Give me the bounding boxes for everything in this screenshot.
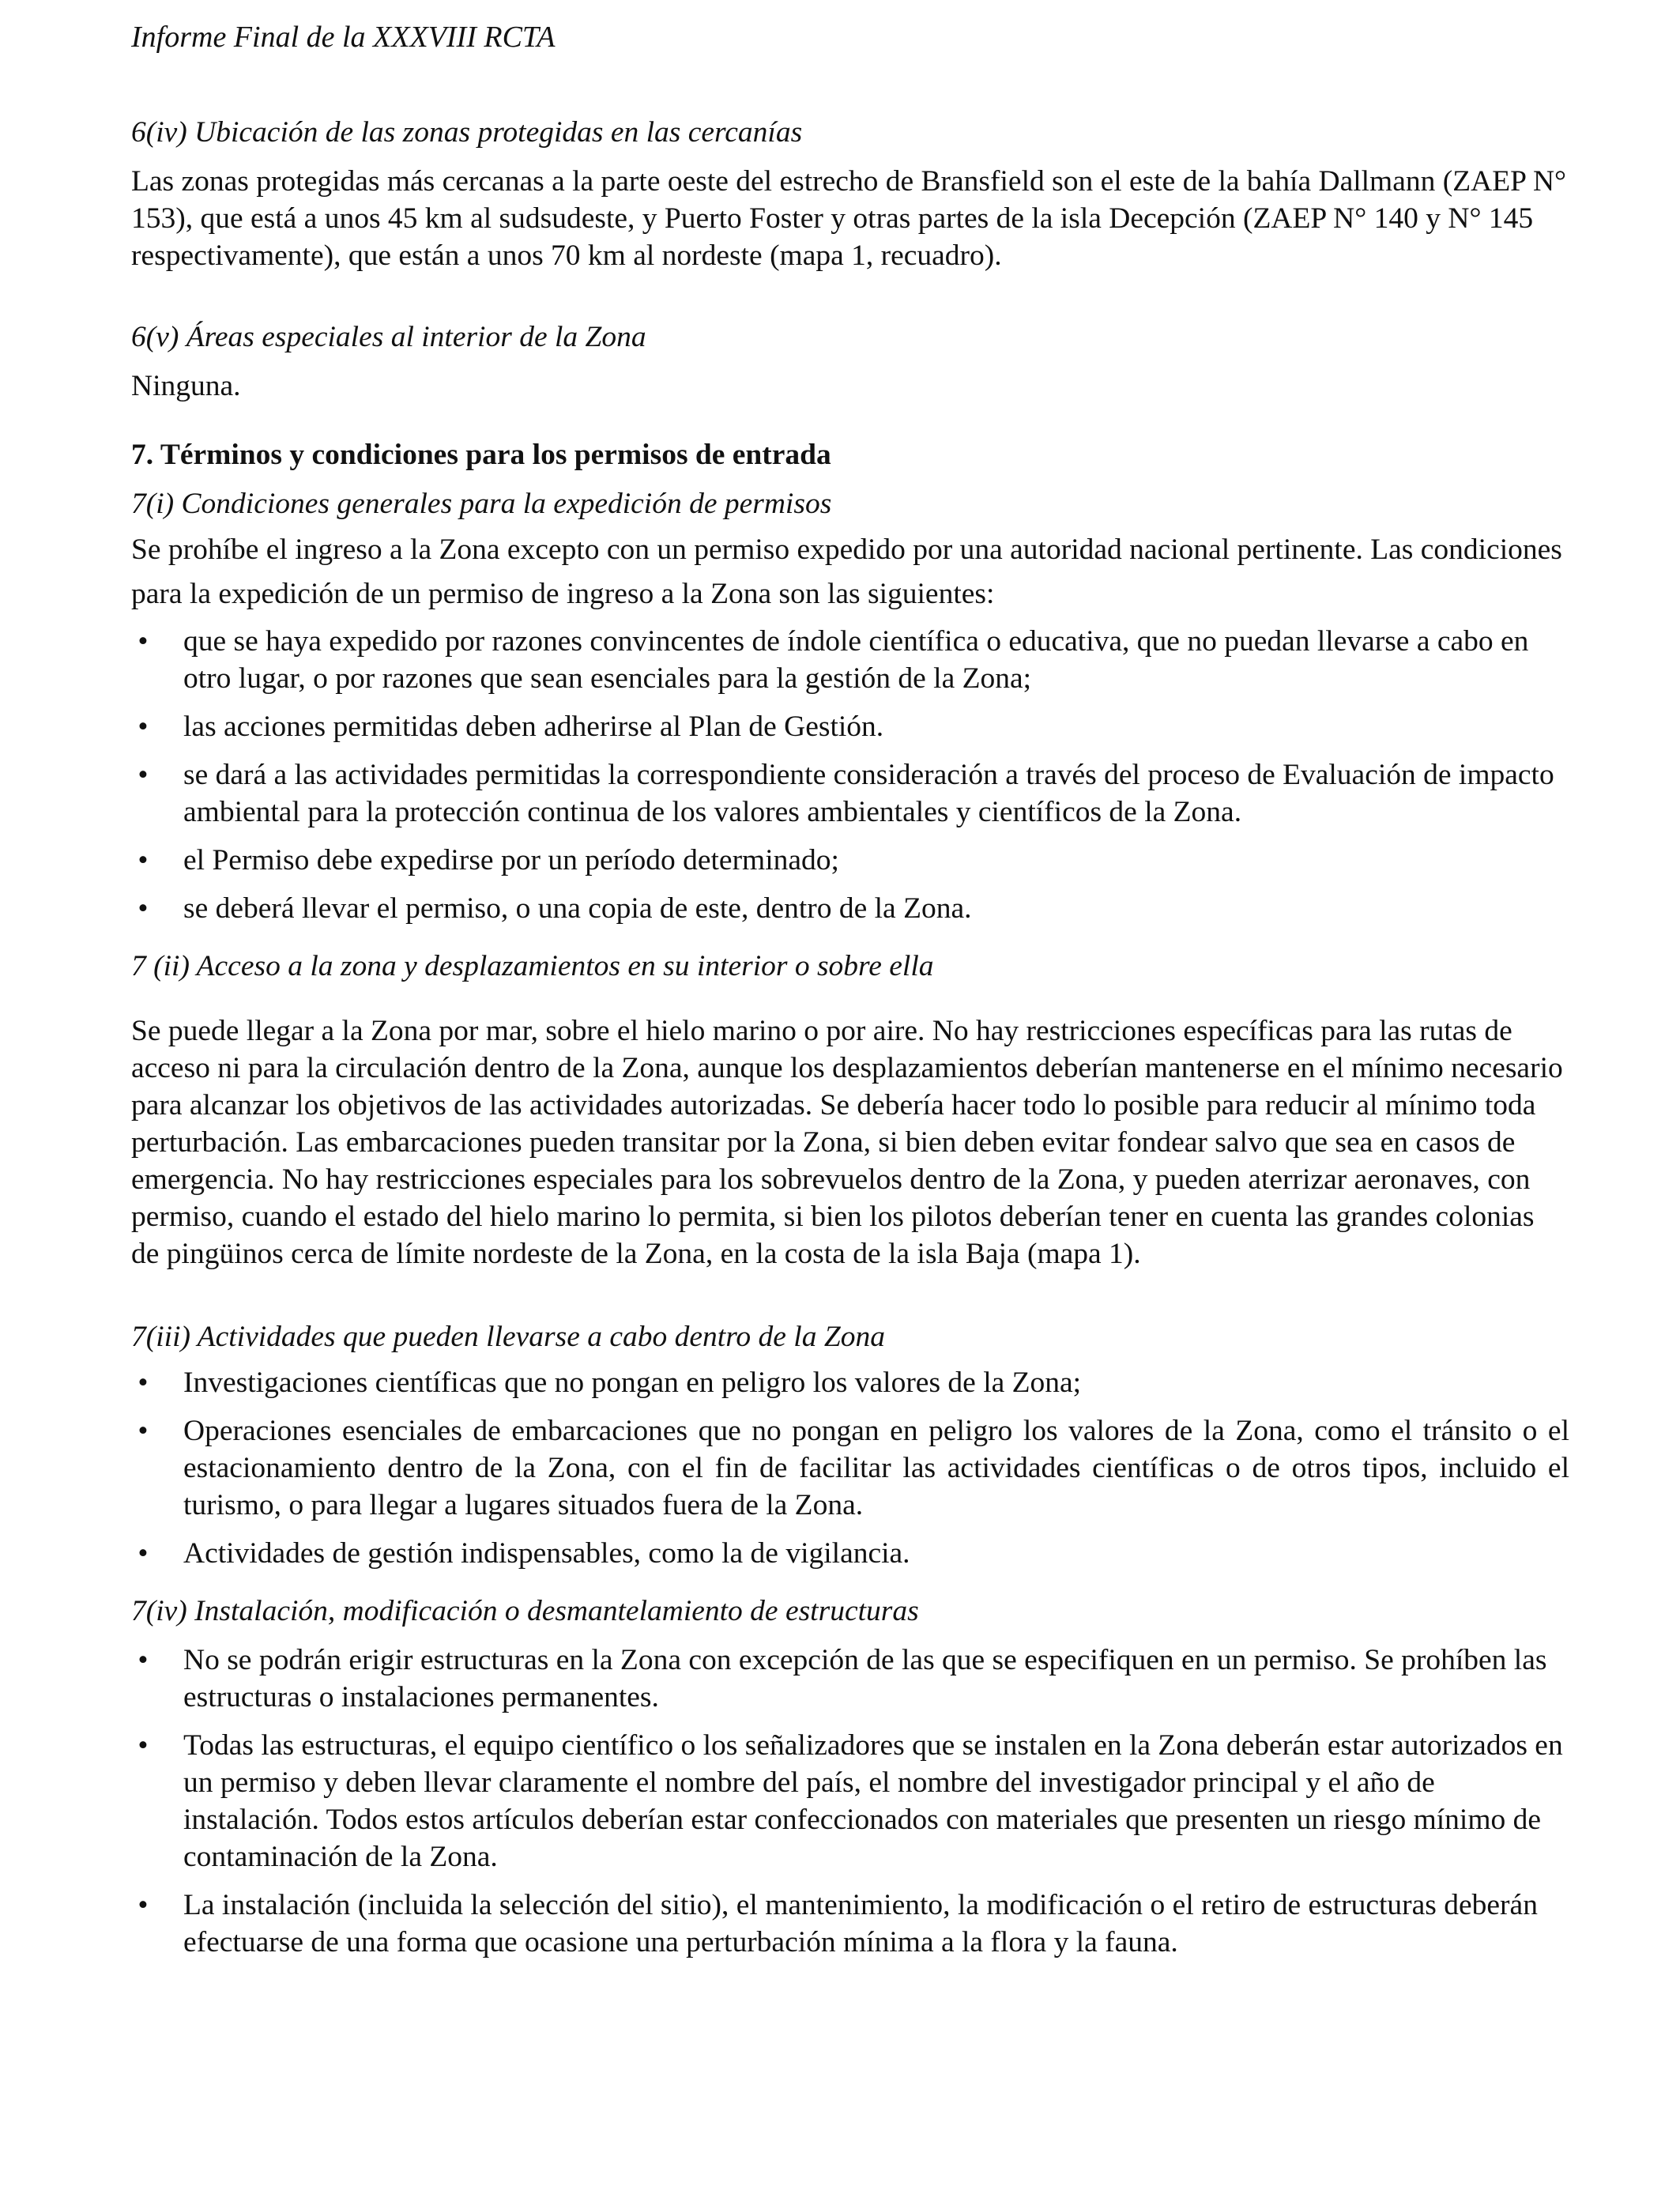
list-item-text: La instalación (incluida la selección del sitio), el mantenimiento, la modificación o el retiro de estructuras deberán efectuarse de una forma que ocasione una perturbación mínima a la flora y la fauna. [183, 1889, 1538, 1958]
heading-6v: 6(v) Áreas especiales al interior de la Zona [131, 321, 646, 353]
bullet-icon: • [137, 892, 149, 925]
list-item-text: Actividades de gestión indispensables, como la de vigilancia. [183, 1537, 910, 1570]
list-item-text: se dará a las actividades permitidas la correspondiente consideración a través del proceso de Evaluación de impacto ambiental para la protección continua de los valores ambientales y científicos de la Zona. [183, 759, 1554, 828]
bullet-icon: • [137, 1644, 149, 1676]
list-item [131, 623, 1569, 697]
list-item [131, 1727, 1569, 1875]
list-item [131, 1887, 1569, 1961]
list-item-text: Todas las estructuras, el equipo científico o los señalizadores que se instalen en la Zona deberán estar autorizados en un permiso y deben llevar claramente el nombre del país, el nombre del investigador principal y el año de instalación. Todos estos artículos deberían estar confeccionados con materiales que presenten un riesgo mínimo de contaminación de la Zona. [183, 1729, 1563, 1873]
paragraph-7i: Se prohíbe el ingreso a la Zona excepto con un permiso expedido por una autoridad nacional pertinente. Las condiciones para la expedición de un permiso de ingreso a la Zona son las siguientes: [131, 533, 1562, 610]
bullet-icon: • [137, 1537, 149, 1570]
list-item [131, 842, 1569, 879]
bullet-list-7iv [131, 1642, 1569, 1961]
list-item-text: No se podrán erigir estructuras en la Zona con excepción de las que se especifiquen en un permiso. Se prohíben las estructuras o instalaciones permanentes. [183, 1644, 1547, 1713]
bullet-list-7i [131, 623, 1569, 927]
heading-7iii: 7(iii) Actividades que pueden llevarse a cabo dentro de la Zona [131, 1321, 885, 1353]
list-item-text: se deberá llevar el permiso, o una copia de este, dentro de la Zona. [183, 892, 972, 925]
running-header: Informe Final de la XXXVIII RCTA [131, 21, 556, 54]
heading-6iv: 6(iv) Ubicación de las zonas protegidas en las cercanías [131, 116, 803, 149]
list-item [131, 1535, 1569, 1572]
list-item-text: las acciones permitidas deben adherirse al Plan de Gestión. [183, 711, 884, 743]
heading-7: 7. Términos y condiciones para los permisos de entrada [131, 439, 831, 471]
paragraph-7ii: Se puede llegar a la Zona por mar, sobre el hielo marino o por aire. No hay restricciones específicas para las rutas de acceso ni para la circulación dentro de la Zona, aunque los desplazamientos deberían mantenerse en el mínimo necesario para alcanzar los objetivos de las actividades autorizadas. Se debería hacer todo lo posible para reducir al mínimo toda perturbación. Las embarcaciones pueden transitar por la Zona, si bien deben evitar fondear salvo que sea en casos de emergencia. No hay restricciones especiales para los sobrevuelos dentro de la Zona, y pueden aterrizar aeronaves, con permiso, cuando el estado del hielo marino lo permita, si bien los pilotos deberían tener en cuenta las grandes colonias de pingüinos cerca de límite nordeste de la Zona, en la costa de la isla Baja (mapa 1). [131, 1015, 1563, 1270]
list-item [131, 708, 1569, 745]
bullet-icon: • [137, 711, 149, 743]
list-item-text: Operaciones esenciales de embarcaciones que no pongan en peligro los valores de la Zona, como el tránsito o el estacionamiento dentro de la Zona, con el fin de facilitar las actividades científicas o de otros tipos, incluido el turismo, o para llegar a lugares situados fuera de la Zona. [183, 1415, 1569, 1521]
heading-7i: 7(i) Condiciones generales para la expedición de permisos [131, 488, 832, 520]
bullet-icon: • [137, 759, 149, 791]
paragraph-6iv: Las zonas protegidas más cercanas a la parte oeste del estrecho de Bransfield son el este de la bahía Dallmann (ZAEP N° 153), que está a unos 45 km al sudsudeste, y Puerto Foster y otras partes de la isla Decepción (ZAEP N° 140 y N° 145 respectivamente), que están a unos 70 km al nordeste (mapa 1, recuadro). [131, 165, 1567, 272]
bullet-list-7iii [131, 1364, 1569, 1572]
bullet-icon: • [137, 1367, 149, 1399]
bullet-icon: • [137, 1729, 149, 1762]
paragraph-6v: Ninguna. [131, 370, 241, 402]
heading-7iv: 7(iv) Instalación, modificación o desmantelamiento de estructuras [131, 1595, 919, 1627]
bullet-icon: • [137, 844, 149, 876]
list-item-text: que se haya expedido por razones convincentes de índole científica o educativa, que no puedan llevarse a cabo en otro lugar, o por razones que sean esenciales para la gestión de la Zona; [183, 625, 1529, 695]
list-item [131, 1642, 1569, 1716]
bullet-icon: • [137, 1415, 149, 1447]
list-item [131, 756, 1569, 831]
list-item-text: el Permiso debe expedirse por un período determinado; [183, 844, 839, 876]
heading-7ii: 7 (ii) Acceso a la zona y desplazamientos en su interior o sobre ella [131, 950, 934, 982]
document-page [131, 17, 1569, 1961]
bullet-icon: • [137, 1889, 149, 1921]
list-item [131, 1364, 1569, 1401]
list-item [131, 890, 1569, 927]
list-item [131, 1412, 1569, 1524]
list-item-text: Investigaciones científicas que no pongan en peligro los valores de la Zona; [183, 1367, 1082, 1399]
bullet-icon: • [137, 625, 149, 658]
